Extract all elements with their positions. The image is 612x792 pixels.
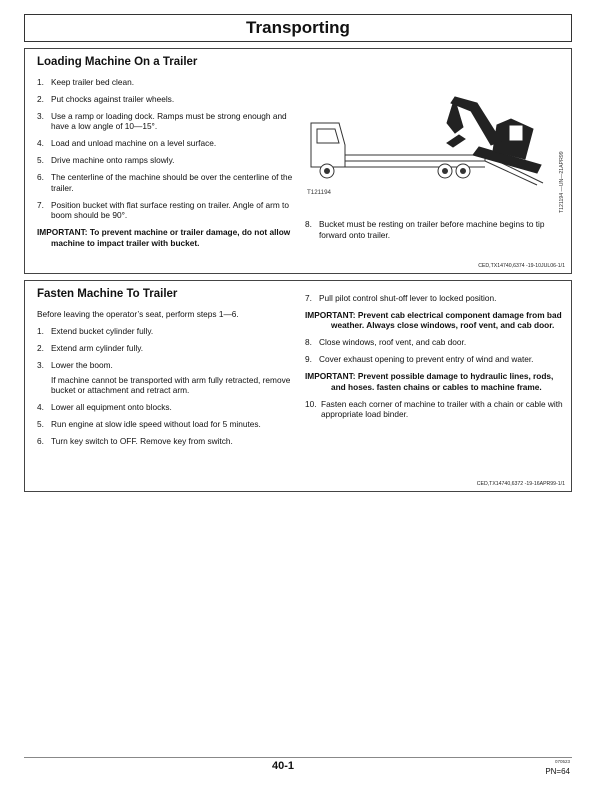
step-number: 8. (305, 337, 312, 348)
step-number: 9. (305, 354, 312, 365)
list-item (305, 293, 563, 304)
reference-code: CED,TX14740,6372 -19-16APR99-1/1 (476, 481, 565, 487)
step-number: 1. (37, 325, 44, 336)
step-text: Run engine at slow idle speed without load for 5 minutes. (51, 418, 261, 429)
step-text: Use a ramp or loading dock. Ramps must be strong enough and have a low angle of 10—15°. (51, 110, 287, 132)
loading-section (24, 48, 572, 274)
step-text: Fasten each corner of machine to trailer with a chain or cable with appropriate load binder. (321, 398, 563, 420)
step-text: Turn key switch to OFF. Remove key from switch. (51, 435, 233, 446)
important-note: IMPORTANT: Prevent possible damage to hydraulic lines, rods, and hoses. fasten chains or cables to machine frame. (305, 371, 554, 392)
step-number: 4. (37, 402, 44, 413)
step-text: Position bucket with flat surface resting on trailer. Angle of arm to boom should be 90°. (51, 199, 289, 221)
step-number: 3. (37, 359, 44, 370)
list-item (37, 77, 293, 88)
step-text: Keep trailer bed clean. (51, 77, 135, 87)
footer-code: 070523 (554, 759, 570, 764)
step-note: If machine cannot be transported with arm fully retracted, remove bucket or attachment and retract arm. (51, 374, 291, 396)
step-number: 7. (37, 199, 44, 210)
important-note: IMPORTANT: Prevent cab electrical component damage from bad weather. Always close windows, roof vent, and cab door. (305, 309, 562, 331)
loading-step-8 (305, 219, 563, 246)
trailer-loading-illustration (305, 93, 563, 193)
step-text: Pull pilot control shut-off lever to locked position. (319, 293, 497, 303)
list-item (37, 436, 293, 447)
list-item (37, 419, 293, 430)
list-item (37, 343, 293, 354)
important-note: IMPORTANT: To prevent machine or trailer damage, do not allow machine to impact trailer with bucket. (37, 227, 291, 248)
list-item (305, 399, 563, 420)
step-text: Extend bucket cylinder fully. (51, 325, 154, 336)
footer-divider (24, 757, 572, 758)
fasten-section (24, 280, 572, 492)
list-item (37, 200, 293, 221)
figure-code: T121194 —UN—21APR99 (559, 151, 565, 213)
step-number: 4. (37, 138, 44, 149)
list-item (37, 402, 293, 413)
list-item (305, 354, 563, 365)
step-text: Lower the boom. (51, 359, 113, 370)
step-number: 10. (305, 398, 317, 409)
step-text: Bucket must be resting on trailer before machine begins to tip forward onto trailer. (319, 219, 545, 240)
page-title: Transporting (24, 14, 572, 42)
step-number: 2. (37, 93, 44, 104)
step-number: 6. (37, 435, 44, 446)
list-item (37, 138, 293, 149)
step-number: 5. (37, 418, 44, 429)
intro-text: Before leaving the operator’s seat, perform steps 1—6. (37, 309, 239, 319)
fasten-left-column (37, 309, 293, 453)
list-item (37, 94, 293, 105)
list-item (37, 111, 293, 132)
list-item (305, 337, 563, 348)
list-item (37, 360, 293, 371)
list-item (37, 172, 293, 193)
page-pn: PN=64 (545, 767, 570, 776)
step-number: 5. (37, 155, 44, 166)
reference-code: CED,TX14740,6374 -19-10JUL06-1/1 (478, 263, 565, 269)
list-item (37, 326, 293, 337)
fasten-right-column (305, 293, 563, 426)
list-item (37, 155, 293, 166)
step-number: 8. (305, 219, 312, 229)
step-text: The centerline of the machine should be over the centerline of the trailer. (51, 172, 293, 193)
step-text: Drive machine onto ramps slowly. (51, 155, 175, 166)
list-item (305, 219, 563, 240)
step-number: 1. (37, 77, 44, 87)
step-text: Put chocks against trailer wheels. (51, 93, 175, 104)
page-number: 40-1 (272, 760, 295, 772)
figure-label: T121194 (307, 189, 331, 196)
loading-heading: Loading Machine On a Trailer (37, 56, 198, 68)
step-text: Cover exhaust opening to prevent entry of wind and water. (319, 354, 534, 365)
step-text: Load and unload machine on a level surface. (51, 138, 217, 149)
loading-steps-column (37, 77, 293, 255)
step-text: Extend arm cylinder fully. (51, 342, 144, 353)
step-number: 2. (37, 342, 44, 353)
step-number: 3. (37, 110, 44, 121)
step-number: 6. (37, 172, 44, 183)
step-number: 7. (305, 293, 312, 303)
fasten-heading: Fasten Machine To Trailer (37, 288, 178, 300)
step-text: Lower all equipment onto blocks. (51, 402, 172, 413)
step-text: Close windows, roof vent, and cab door. (319, 337, 467, 348)
